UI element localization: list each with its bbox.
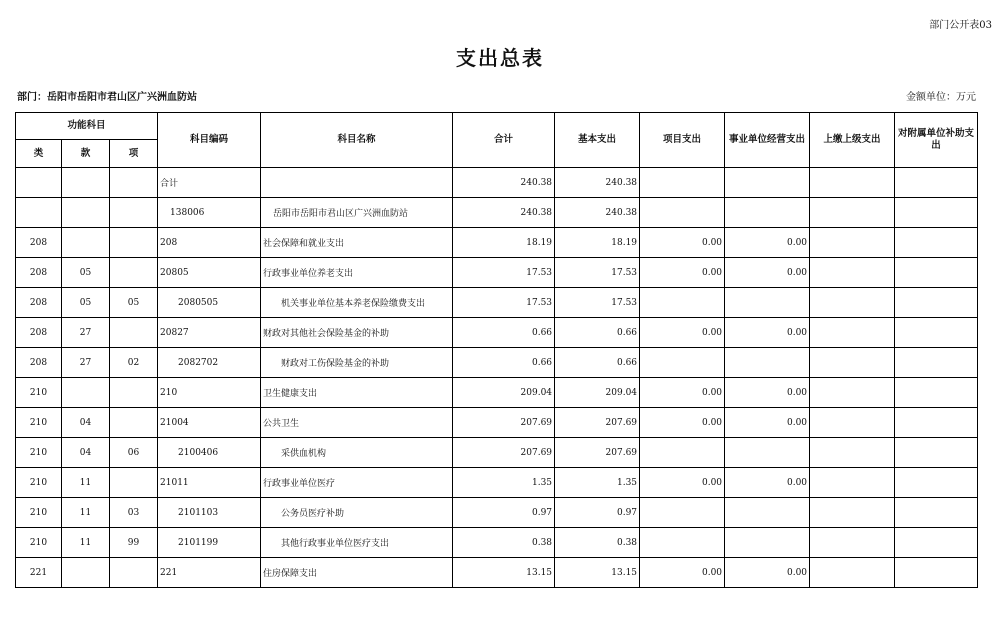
cell-project [640, 168, 725, 198]
cell-code: 21011 [158, 468, 261, 498]
cell-kuan [62, 558, 110, 588]
cell-lei: 221 [16, 558, 62, 588]
cell-business: 0.00 [725, 228, 810, 258]
cell-business [725, 198, 810, 228]
cell-business [725, 288, 810, 318]
table-row [16, 498, 978, 528]
cell-subsidy [895, 348, 978, 378]
cell-code: 2080505 [158, 288, 261, 318]
header-lei: 类 [16, 140, 62, 168]
cell-basic: 209.04 [555, 378, 640, 408]
table-row [16, 228, 978, 258]
cell-total: 207.69 [453, 408, 555, 438]
header-kuan: 款 [62, 140, 110, 168]
cell-superior [810, 378, 895, 408]
table-row [16, 168, 978, 198]
cell-superior [810, 258, 895, 288]
cell-lei: 210 [16, 378, 62, 408]
cell-business [725, 498, 810, 528]
cell-total: 207.69 [453, 438, 555, 468]
cell-total: 17.53 [453, 288, 555, 318]
cell-lei: 208 [16, 288, 62, 318]
cell-total: 240.38 [453, 168, 555, 198]
cell-business [725, 528, 810, 558]
cell-superior [810, 198, 895, 228]
form-number: 部门公开表03 [929, 20, 992, 31]
cell-project [640, 528, 725, 558]
cell-name: 住房保障支出 [261, 558, 453, 588]
cell-kuan [62, 198, 110, 228]
cell-xiang [110, 258, 158, 288]
cell-code: 20805 [158, 258, 261, 288]
cell-project: 0.00 [640, 468, 725, 498]
cell-total: 17.53 [453, 258, 555, 288]
cell-kuan: 05 [62, 288, 110, 318]
cell-xiang: 06 [110, 438, 158, 468]
cell-superior [810, 528, 895, 558]
cell-code: 21004 [158, 408, 261, 438]
cell-superior [810, 168, 895, 198]
cell-kuan: 04 [62, 438, 110, 468]
cell-name: 财政对其他社会保险基金的补助 [261, 318, 453, 348]
cell-name: 行政事业单位养老支出 [261, 258, 453, 288]
cell-kuan [62, 378, 110, 408]
cell-project [640, 438, 725, 468]
cell-total: 0.66 [453, 348, 555, 378]
cell-lei [16, 198, 62, 228]
table-row [16, 378, 978, 408]
cell-project: 0.00 [640, 408, 725, 438]
cell-code: 208 [158, 228, 261, 258]
cell-business [725, 438, 810, 468]
expenditure-table [15, 112, 978, 588]
cell-kuan [62, 168, 110, 198]
cell-name: 卫生健康支出 [261, 378, 453, 408]
cell-xiang [110, 408, 158, 438]
cell-basic: 240.38 [555, 198, 640, 228]
cell-kuan: 11 [62, 468, 110, 498]
cell-superior [810, 408, 895, 438]
cell-project [640, 498, 725, 528]
header-subsidy: 对附属单位补助支出 [895, 113, 978, 168]
cell-project: 0.00 [640, 318, 725, 348]
amount-unit-label: 金额单位：万元 [906, 92, 976, 103]
cell-basic: 207.69 [555, 408, 640, 438]
header-code: 科目编码 [158, 113, 261, 168]
page-title: 支出总表 [456, 46, 544, 70]
cell-xiang: 99 [110, 528, 158, 558]
cell-subsidy [895, 378, 978, 408]
cell-code: 221 [158, 558, 261, 588]
header-func-subject: 功能科目 [16, 113, 158, 140]
header-project: 项目支出 [640, 113, 725, 168]
cell-xiang [110, 228, 158, 258]
cell-xiang [110, 168, 158, 198]
cell-subsidy [895, 228, 978, 258]
cell-total: 13.15 [453, 558, 555, 588]
cell-superior [810, 288, 895, 318]
table-row [16, 528, 978, 558]
cell-name: 财政对工伤保险基金的补助 [261, 348, 453, 378]
cell-lei [16, 168, 62, 198]
cell-subsidy [895, 498, 978, 528]
table-row [16, 348, 978, 378]
cell-code: 2100406 [158, 438, 261, 468]
cell-kuan: 05 [62, 258, 110, 288]
cell-basic: 18.19 [555, 228, 640, 258]
cell-name: 采供血机构 [261, 438, 453, 468]
cell-basic: 240.38 [555, 168, 640, 198]
cell-xiang [110, 468, 158, 498]
cell-lei: 210 [16, 498, 62, 528]
cell-total: 209.04 [453, 378, 555, 408]
cell-code: 合计 [158, 168, 261, 198]
cell-code: 210 [158, 378, 261, 408]
cell-total: 240.38 [453, 198, 555, 228]
cell-basic: 13.15 [555, 558, 640, 588]
cell-subsidy [895, 198, 978, 228]
cell-kuan: 11 [62, 528, 110, 558]
cell-name: 公共卫生 [261, 408, 453, 438]
cell-project: 0.00 [640, 258, 725, 288]
cell-superior [810, 348, 895, 378]
table-row [16, 468, 978, 498]
cell-code: 20827 [158, 318, 261, 348]
cell-xiang [110, 198, 158, 228]
cell-name: 公务员医疗补助 [261, 498, 453, 528]
cell-xiang: 03 [110, 498, 158, 528]
header-business: 事业单位经营支出 [725, 113, 810, 168]
cell-name: 其他行政事业单位医疗支出 [261, 528, 453, 558]
cell-basic: 0.66 [555, 318, 640, 348]
header-superior: 上缴上级支出 [810, 113, 895, 168]
cell-subsidy [895, 288, 978, 318]
department-label: 部门：岳阳市岳阳市君山区广兴洲血防站 [17, 92, 197, 103]
cell-superior [810, 558, 895, 588]
header-xiang: 项 [110, 140, 158, 168]
cell-superior [810, 468, 895, 498]
cell-superior [810, 228, 895, 258]
cell-business [725, 168, 810, 198]
cell-lei: 210 [16, 438, 62, 468]
cell-basic: 0.66 [555, 348, 640, 378]
cell-code: 138006 [158, 198, 261, 228]
cell-name: 行政事业单位医疗 [261, 468, 453, 498]
cell-lei: 208 [16, 318, 62, 348]
cell-lei: 208 [16, 228, 62, 258]
cell-total: 18.19 [453, 228, 555, 258]
cell-name [261, 168, 453, 198]
cell-subsidy [895, 468, 978, 498]
cell-lei: 210 [16, 528, 62, 558]
cell-superior [810, 438, 895, 468]
cell-business [725, 348, 810, 378]
cell-code: 2101199 [158, 528, 261, 558]
cell-superior [810, 318, 895, 348]
table-row [16, 258, 978, 288]
cell-lei: 210 [16, 468, 62, 498]
cell-xiang [110, 378, 158, 408]
cell-total: 0.38 [453, 528, 555, 558]
cell-xiang: 02 [110, 348, 158, 378]
cell-kuan: 11 [62, 498, 110, 528]
table-row [16, 408, 978, 438]
cell-business: 0.00 [725, 468, 810, 498]
cell-basic: 1.35 [555, 468, 640, 498]
cell-basic: 17.53 [555, 258, 640, 288]
cell-kuan [62, 228, 110, 258]
cell-basic: 0.38 [555, 528, 640, 558]
cell-total: 0.97 [453, 498, 555, 528]
cell-business: 0.00 [725, 408, 810, 438]
cell-xiang [110, 318, 158, 348]
cell-basic: 207.69 [555, 438, 640, 468]
cell-superior [810, 498, 895, 528]
cell-lei: 208 [16, 348, 62, 378]
cell-subsidy [895, 408, 978, 438]
cell-business: 0.00 [725, 558, 810, 588]
table-row [16, 198, 978, 228]
cell-code: 2082702 [158, 348, 261, 378]
table-body [16, 168, 978, 588]
cell-business: 0.00 [725, 318, 810, 348]
cell-name: 社会保障和就业支出 [261, 228, 453, 258]
cell-xiang: 05 [110, 288, 158, 318]
cell-subsidy [895, 558, 978, 588]
cell-kuan: 04 [62, 408, 110, 438]
cell-total: 0.66 [453, 318, 555, 348]
cell-project: 0.00 [640, 558, 725, 588]
cell-subsidy [895, 168, 978, 198]
cell-lei: 210 [16, 408, 62, 438]
cell-total: 1.35 [453, 468, 555, 498]
table-row [16, 558, 978, 588]
cell-kuan: 27 [62, 318, 110, 348]
cell-name: 机关事业单位基本养老保险缴费支出 [261, 288, 453, 318]
table-row [16, 318, 978, 348]
header-name: 科目名称 [261, 113, 453, 168]
cell-project: 0.00 [640, 228, 725, 258]
cell-business: 0.00 [725, 378, 810, 408]
cell-code: 2101103 [158, 498, 261, 528]
cell-subsidy [895, 528, 978, 558]
cell-subsidy [895, 318, 978, 348]
cell-kuan: 27 [62, 348, 110, 378]
cell-subsidy [895, 438, 978, 468]
cell-project [640, 198, 725, 228]
header-basic: 基本支出 [555, 113, 640, 168]
cell-lei: 208 [16, 258, 62, 288]
cell-business: 0.00 [725, 258, 810, 288]
cell-project [640, 288, 725, 318]
cell-basic: 0.97 [555, 498, 640, 528]
cell-basic: 17.53 [555, 288, 640, 318]
cell-name: 岳阳市岳阳市君山区广兴洲血防站 [261, 198, 453, 228]
header-total: 合计 [453, 113, 555, 168]
table-row [16, 288, 978, 318]
cell-subsidy [895, 258, 978, 288]
cell-xiang [110, 558, 158, 588]
cell-project [640, 348, 725, 378]
table-row [16, 438, 978, 468]
cell-project: 0.00 [640, 378, 725, 408]
